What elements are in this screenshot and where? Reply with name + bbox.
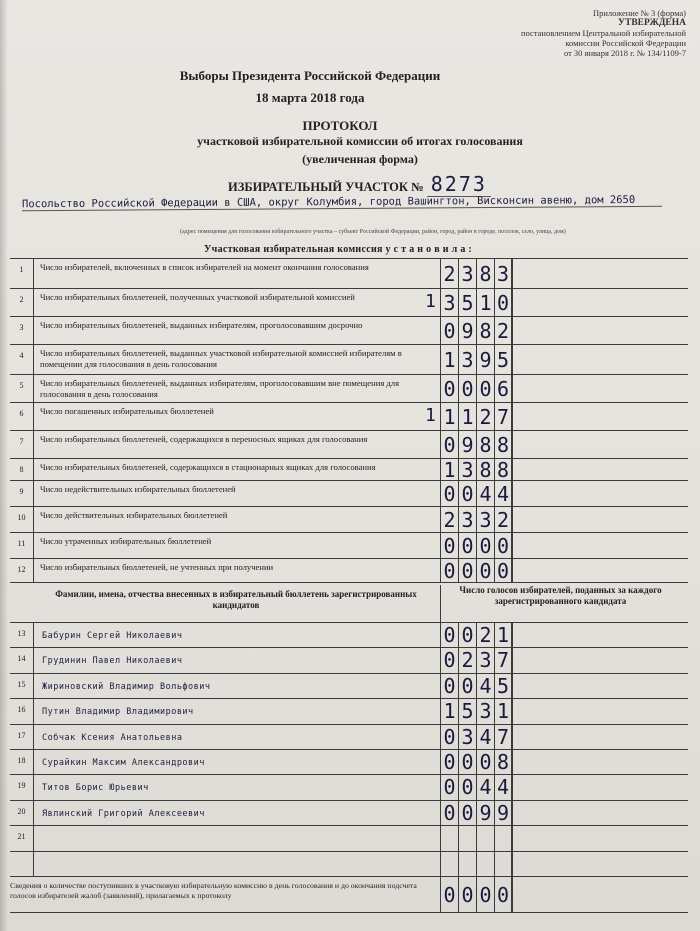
digit-cell: 8 [476,459,494,481]
digit-cell: 3 [458,507,476,533]
digit-cell: 1 [440,345,458,375]
digit-cell: 0 [494,533,512,559]
protocol-row [10,316,688,345]
digit-cell: 5 [494,345,512,375]
row-number: 9 [10,481,34,507]
grid-line [512,674,513,699]
row-digits [440,533,512,559]
digit-cell: 3 [440,289,458,317]
digit-cell: 1 [440,459,458,481]
row-prefix-digit: 1 [425,405,436,426]
page-shadow [0,0,8,931]
precinct-number: 8273 [427,172,491,197]
candidate-votes [440,623,512,648]
row-number: 8 [10,459,34,481]
protocol-subtitle: участковой избирательной комиссии об итогах голосования [197,134,523,148]
row-digits [440,507,512,533]
digit-cell: 0 [458,877,476,913]
candidate-row [10,673,688,699]
digit-cell: 0 [440,775,458,800]
protocol-row [10,532,688,559]
row-description: Число недействительных избирательных бюллетеней [40,484,236,494]
digit-cell: 3 [476,507,494,533]
row-number: 10 [10,507,34,533]
candidate-votes [440,852,512,877]
approval-line: комиссии Российской Федерации [565,38,686,48]
digit-cell [440,826,458,851]
grid-line [512,533,513,559]
digit-cell: 0 [458,750,476,775]
row-number: 4 [10,345,34,375]
approval-stamp [521,8,686,58]
row-description: Число избирательных бюллетеней, не учтенных при получении [40,562,274,572]
candidate-row [10,698,688,724]
digit-cell: 3 [476,699,494,724]
row-number: 5 [10,375,34,403]
digit-cell: 0 [476,533,494,559]
row-digits [440,431,512,459]
digit-cell: 3 [458,459,476,481]
candidate-name: Бабурин Сергей Николаевич [42,631,183,641]
row-number: 7 [10,431,34,459]
grid-line [512,750,513,775]
digit-cell: 0 [440,317,458,345]
digit-cell: 0 [476,375,494,403]
digit-cell [458,852,476,877]
candidate-votes [440,674,512,699]
grid-line [512,507,513,533]
digit-cell: 0 [440,481,458,507]
candidate-votes [440,775,512,800]
digit-cell: 4 [494,775,512,800]
candidate-name: Собчак Ксения Анатольевна [42,732,183,743]
candidate-votes [440,699,512,724]
row-number: 14 [10,648,34,673]
grid-line [512,481,513,507]
section-title: Участковая избирательная комиссия у с т а н о в и л а : [204,244,473,255]
grid-line [512,403,513,431]
candidate-votes [440,648,512,673]
row-digits [440,259,512,289]
digit-cell: 0 [458,559,476,583]
candidates-header-left: Фамилии, имена, отчества внесенных в избирательный бюллетень зарегистрированных кандидатов [55,589,417,610]
candidate-row [10,749,688,775]
digit-cell: 8 [476,431,494,459]
candidate-votes [440,725,512,750]
grid-line [512,559,513,583]
digit-cell: 0 [476,559,494,583]
digit-cell: 1 [440,699,458,724]
election-title: Выборы Президента Российской Федерации [179,68,441,83]
digit-cell: 0 [494,289,512,317]
precinct-address: Посольство Российской Федерации в США, округ Колумбия, город Вашингтон, Висконсин авеню, дом 2650 [22,194,662,211]
digit-cell: 0 [458,775,476,800]
digit-cell: 0 [458,375,476,403]
precinct-line [228,172,491,196]
grid-line [512,699,513,724]
candidate-name: Явлинский Григорий Алексеевич [42,808,205,819]
row-number: 1 [10,259,34,289]
row-number: 3 [10,317,34,345]
digit-cell: 3 [458,725,476,750]
digit-cell: 5 [494,674,512,699]
grid-line [512,289,513,317]
row-digits [440,559,512,583]
row-description: Число погашенных избирательных бюллетеней [40,406,214,416]
row-prefix-digit: 1 [425,291,436,312]
candidate-row [10,622,688,648]
candidate-name: Путин Владимир Владимирович [42,707,194,718]
grid-line [512,375,513,403]
grid-line [512,431,513,459]
digit-cell: 8 [494,431,512,459]
protocol-row [10,402,688,431]
digit-cell: 6 [494,375,512,403]
digit-cell: 2 [440,507,458,533]
approval-line: от 30 января 2018 г. № 134/1109-7 [563,48,686,58]
digit-cell: 0 [440,375,458,403]
digit-cell: 2 [458,648,476,673]
row-number: 20 [10,801,34,826]
digit-cell: 1 [494,623,512,648]
row-description: Число избирателей, включенных в список избирателей на момент окончания голосования [40,262,369,272]
digit-cell: 9 [458,317,476,345]
row-digits [440,459,512,481]
row-digits [440,289,512,317]
digit-cell: 3 [458,345,476,375]
digit-cell: 2 [494,317,512,345]
candidate-row [10,800,688,826]
digit-cell: 7 [494,403,512,431]
protocol-row [10,558,688,583]
candidates-header [10,582,688,623]
candidate-name: Жириновский Владимир Вольфович [42,681,211,692]
row-digits [440,317,512,345]
digit-cell [494,852,512,877]
digit-cell: 0 [440,877,458,913]
digit-cell: 4 [476,725,494,750]
digit-cell: 0 [458,533,476,559]
digit-cell [440,852,458,877]
digit-cell: 0 [440,431,458,459]
protocol-row [10,258,688,289]
candidate-votes [440,801,512,826]
row-digits [440,481,512,507]
grid-line [512,826,513,851]
grid-line [512,877,513,913]
precinct-label: ИЗБИРАТЕЛЬНЫЙ УЧАСТОК № [228,180,424,194]
row-description: Число избирательных бюллетеней, выданных избирателям, проголосовавшим вне помещения для голосования в день голосования [40,378,400,399]
digit-cell: 2 [476,623,494,648]
digit-cell: 0 [476,877,494,913]
row-description: Число избирательных бюллетеней, выданных участковой избирательной комиссией избирателям в помещении для голосования в день голосования [40,348,402,369]
protocol-title: ПРОТОКОЛ [302,118,378,133]
election-date: 18 марта 2018 года [255,90,365,105]
digit-cell: 8 [494,459,512,481]
row-number: 12 [10,559,34,583]
protocol-row [10,374,688,403]
row-number: 6 [10,403,34,431]
digit-cell: 4 [476,481,494,507]
digit-cell: 7 [494,725,512,750]
row-number: 15 [10,674,34,699]
digit-cell: 3 [458,259,476,289]
digit-cell: 1 [440,403,458,431]
row-description: Число избирательных бюллетеней, полученных участковой избирательной комиссией [40,292,355,302]
protocol-row [10,506,688,533]
digit-cell: 9 [494,801,512,826]
digit-cell [476,826,494,851]
candidate-row [10,647,688,673]
digit-cell: 8 [476,317,494,345]
row-digits [440,375,512,403]
grid-line [512,259,513,289]
complaints-digits [440,877,512,913]
digit-cell [494,826,512,851]
digit-cell: 0 [440,533,458,559]
candidate-name: Грудинин Павел Николаевич [42,656,183,667]
digit-cell: 0 [458,623,476,648]
digit-cell: 2 [440,259,458,289]
row-digits [440,345,512,375]
row-number: 21 [10,826,34,851]
digit-cell: 7 [494,648,512,673]
digit-cell: 8 [476,259,494,289]
digit-cell: 9 [458,431,476,459]
digit-cell: 0 [440,674,458,699]
row-description: Число избирательных бюллетеней, выданных избирателям, проголосовавшим досрочно [40,320,363,330]
row-number: 11 [10,533,34,559]
candidate-row [10,724,688,750]
row-number: 13 [10,623,34,648]
digit-cell: 0 [440,725,458,750]
row-digits [440,403,512,431]
candidate-name: Сурайкин Максим Александрович [42,758,205,768]
grid-line [512,801,513,826]
digit-cell: 2 [476,403,494,431]
digit-cell: 5 [458,699,476,724]
address-note: (адрес помещения для голосования избирательного участка – субъект Российской Федерации, район, город, район в городе, поселок, село, улица, дом) [180,229,566,235]
digit-cell: 0 [440,750,458,775]
candidate-row [10,774,688,800]
candidates-header-right: Число голосов избирателей, поданных за каждого зарегистрированного кандидата [440,585,680,623]
candidate-votes [440,750,512,775]
grid-line [512,725,513,750]
digit-cell: 0 [476,750,494,775]
digit-cell: 0 [458,801,476,826]
digit-cell: 1 [494,699,512,724]
digit-cell: 4 [476,775,494,800]
protocol-row [10,288,688,317]
digit-cell: 0 [494,559,512,583]
grid-line [512,775,513,800]
digit-cell: 8 [494,750,512,775]
digit-cell: 0 [440,623,458,648]
row-description: Число избирательных бюллетеней, содержащихся в стационарных ящиках для голосования [40,462,376,472]
digit-cell: 0 [440,648,458,673]
row-number: 16 [10,699,34,724]
digit-cell: 5 [458,289,476,317]
digit-cell: 0 [494,877,512,913]
grid-line [512,852,513,877]
digit-cell: 2 [494,507,512,533]
candidate-name: Титов Борис Юрьевич [42,783,149,794]
digit-cell: 4 [494,481,512,507]
digit-cell: 0 [440,559,458,583]
grid-line [512,623,513,648]
digit-cell: 0 [458,481,476,507]
row-number: 18 [10,750,34,775]
digit-cell: 4 [476,674,494,699]
row-number [10,852,34,877]
grid-line [512,459,513,481]
candidate-votes [440,826,512,851]
digit-cell: 9 [476,801,494,826]
row-description: Число действительных избирательных бюллетеней [40,510,228,520]
row-number: 2 [10,289,34,317]
digit-cell: 0 [440,801,458,826]
row-description: Число утраченных избирательных бюллетеней [40,536,212,546]
complaints-text: Сведения о количестве поступивших в участковую избирательную комиссию в день голосования и до окончания подсчета голосов избирателей жалоб (заявлений), прилагаемых к протоколу [10,881,417,900]
digit-cell: 9 [476,345,494,375]
protocol-row [10,480,688,507]
approval-line: УТВЕРЖДЕНА [618,18,686,28]
approval-line: Приложение № 3 (форма) [593,8,686,18]
row-description: Число избирательных бюллетеней, содержащихся в переносных ящиках для голосования [40,434,368,444]
digit-cell: 0 [458,674,476,699]
grid-line [512,317,513,345]
row-number: 19 [10,775,34,800]
digit-cell: 1 [476,289,494,317]
grid-line [512,648,513,673]
candidate-row [10,851,688,877]
digit-cell: 3 [476,648,494,673]
protocol-form-type: (увеличенная форма) [302,152,418,166]
row-number: 17 [10,725,34,750]
candidate-row [10,825,688,851]
protocol-row [10,458,688,481]
complaints-row [10,876,688,913]
grid-line [512,345,513,375]
protocol-row [10,430,688,459]
table-bottom-border [10,912,688,913]
digit-cell [476,852,494,877]
digit-cell [458,826,476,851]
digit-cell: 1 [458,403,476,431]
protocol-row [10,344,688,375]
digit-cell: 3 [494,259,512,289]
approval-line: постановлением Центральной избирательной [521,28,686,38]
